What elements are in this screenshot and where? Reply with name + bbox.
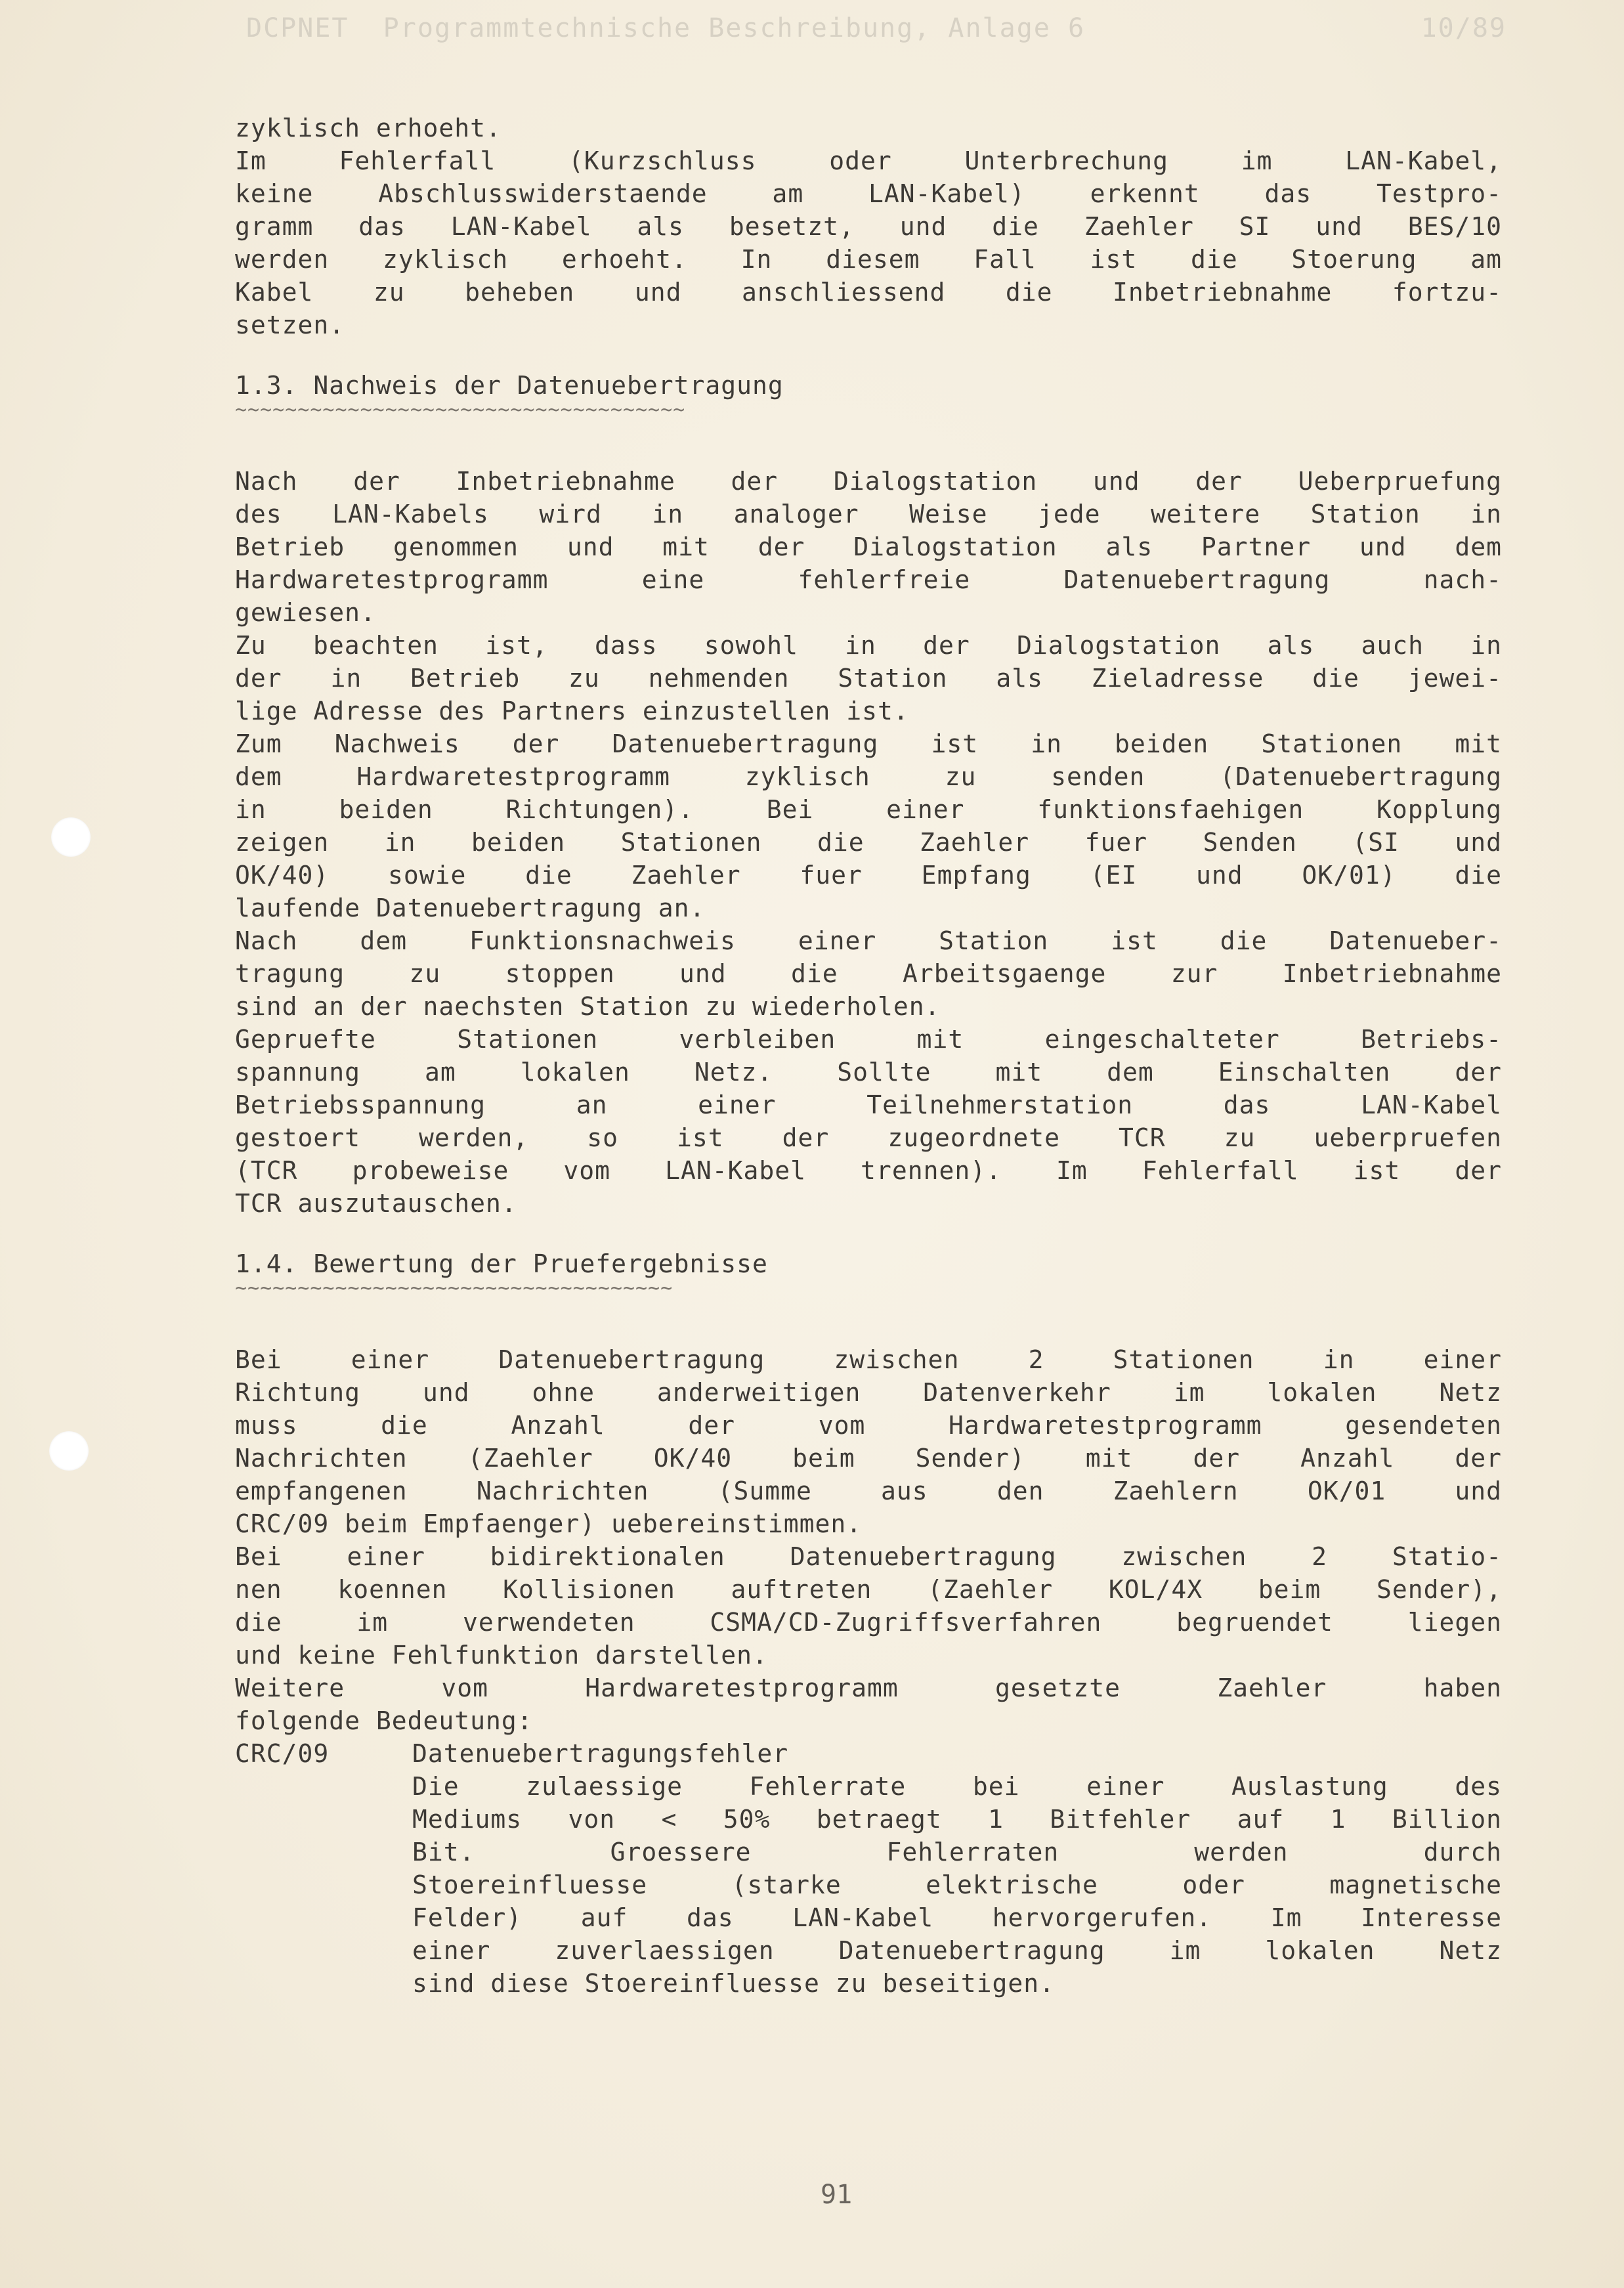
text-line: Weitere vom Hardwaretestprogramm gesetzte Zaehler haben bbox=[235, 1673, 1502, 1702]
text-line: gewiesen. bbox=[235, 598, 376, 627]
text-line: Datenuebertragungsfehler bbox=[412, 1739, 789, 1768]
text-line: CRC/09 beim Empfaenger) uebereinstimmen. bbox=[235, 1509, 863, 1538]
text-line: (TCR probeweise vom LAN-Kabel trennen). Im Fehlerfall ist der bbox=[235, 1156, 1502, 1185]
section-1-4-body bbox=[235, 1343, 1502, 2000]
text-line: Die zulaessige Fehlerrate bei einer Auslastung des bbox=[412, 1772, 1502, 1801]
intro-paragraph bbox=[235, 112, 1502, 341]
text-line: die im verwendeten CSMA/CD-Zugriffsverfahren begruendet liegen bbox=[235, 1608, 1502, 1637]
text-line: gramm das LAN-Kabel als besetzt, und die Zaehler SI und BES/10 bbox=[235, 212, 1502, 241]
text-line: Im Fehlerfall (Kurzschluss oder Unterbrechung im LAN-Kabel, bbox=[235, 146, 1502, 175]
text-line: TCR auszutauschen. bbox=[235, 1189, 517, 1218]
text-line: Zum Nachweis der Datenuebertragung ist in beiden Stationen mit bbox=[235, 729, 1502, 758]
heading-underline: ~~~~~~~~~~~~~~~~~~~~~~~~~~~~~~~~~~~ bbox=[235, 1280, 673, 1297]
header-title: DCPNET Programmtechnische Beschreibung, Anlage 6 bbox=[246, 13, 1086, 43]
text-line: Gepruefte Stationen verbleiben mit eingeschalteter Betriebs- bbox=[235, 1025, 1502, 1054]
text-line: spannung am lokalen Netz. Sollte mit dem Einschalten der bbox=[235, 1058, 1502, 1087]
punch-hole-lower bbox=[49, 1431, 89, 1471]
text-line: des LAN-Kabels wird in analoger Weise jede weitere Station in bbox=[235, 500, 1502, 529]
text-line: zeigen in beiden Stationen die Zaehler fuer Senden (SI und bbox=[235, 828, 1502, 857]
page-number: 91 bbox=[821, 2180, 853, 2210]
section-heading-1-3: 1.3. Nachweis der Datenuebertragung bbox=[235, 371, 784, 400]
text-line: Betrieb genommen und mit der Dialogstation als Partner und dem bbox=[235, 532, 1502, 561]
text-line: OK/40) sowie die Zaehler fuer Empfang (EI und OK/01) die bbox=[235, 861, 1502, 890]
document-body bbox=[235, 112, 1502, 2000]
section-1-3-body bbox=[235, 465, 1502, 1220]
text-line: Mediums von < 50% betraegt 1 Bitfehler auf 1 Billion bbox=[412, 1805, 1502, 1834]
text-line: Hardwaretestprogramm eine fehlerfreie Datenuebertragung nach- bbox=[235, 565, 1502, 594]
punch-hole-upper bbox=[51, 817, 91, 857]
text-line: Stoereinfluesse (starke elektrische oder magnetische bbox=[412, 1870, 1502, 1899]
text-line: und keine Fehlfunktion darstellen. bbox=[235, 1641, 768, 1670]
text-line: laufende Datenuebertragung an. bbox=[235, 894, 706, 922]
header-date: 10/89 bbox=[1421, 13, 1506, 43]
text-line: sind diese Stoereinfluesse zu beseitigen. bbox=[412, 1969, 1055, 1998]
counter-definition-crc09 bbox=[235, 1737, 1502, 2000]
text-line: empfangenen Nachrichten (Summe aus den Zaehlern OK/01 und bbox=[235, 1477, 1502, 1505]
counter-description bbox=[412, 1737, 1502, 2000]
text-line: werden zyklisch erhoeht. In diesem Fall ist die Stoerung am bbox=[235, 245, 1502, 274]
text-line: dem Hardwaretestprogramm zyklisch zu senden (Datenuebertragung bbox=[235, 762, 1502, 791]
text-line: Bit. Groessere Fehlerraten werden durch bbox=[412, 1838, 1502, 1867]
text-line: der in Betrieb zu nehmenden Station als Zieladresse die jewei- bbox=[235, 664, 1502, 693]
text-line: gestoert werden, so ist der zugeordnete TCR zu ueberpruefen bbox=[235, 1123, 1502, 1152]
text-line: Nach dem Funktionsnachweis einer Station ist die Datenueber- bbox=[235, 926, 1502, 955]
text-line: tragung zu stoppen und die Arbeitsgaenge zur Inbetriebnahme bbox=[235, 959, 1502, 988]
text-line: Kabel zu beheben und anschliessend die Inbetriebnahme fortzu- bbox=[235, 278, 1502, 307]
text-line: Zu beachten ist, dass sowohl in der Dialogstation als auch in bbox=[235, 631, 1502, 660]
page-header bbox=[246, 13, 1506, 43]
text-line: lige Adresse des Partners einzustellen ist. bbox=[235, 697, 909, 725]
text-line: Richtung und ohne anderweitigen Datenverkehr im lokalen Netz bbox=[235, 1378, 1502, 1407]
text-line: Bei einer Datenuebertragung zwischen 2 Stationen in einer bbox=[235, 1345, 1502, 1374]
heading-underline: ~~~~~~~~~~~~~~~~~~~~~~~~~~~~~~~~~~~~ bbox=[235, 402, 686, 419]
text-line: zyklisch erhoeht. bbox=[235, 114, 502, 142]
text-line: setzen. bbox=[235, 311, 345, 339]
text-line: Felder) auf das LAN-Kabel hervorgerufen. Im Interesse bbox=[412, 1903, 1502, 1932]
text-line: keine Abschlusswiderstaende am LAN-Kabel) erkennt das Testpro- bbox=[235, 179, 1502, 208]
section-heading-1-4: 1.4. Bewertung der Pruefergebnisse bbox=[235, 1249, 768, 1278]
text-line: folgende Bedeutung: bbox=[235, 1706, 533, 1735]
text-line: muss die Anzahl der vom Hardwaretestprogramm gesendeten bbox=[235, 1411, 1502, 1440]
text-line: sind an der naechsten Station zu wiederholen. bbox=[235, 992, 941, 1021]
text-line: nen koennen Kollisionen auftreten (Zaehler KOL/4X beim Sender), bbox=[235, 1575, 1502, 1604]
text-line: einer zuverlaessigen Datenuebertragung im lokalen Netz bbox=[412, 1936, 1502, 1965]
text-line: Nachrichten (Zaehler OK/40 beim Sender) mit der Anzahl der bbox=[235, 1444, 1502, 1473]
text-line: Nach der Inbetriebnahme der Dialogstation und der Ueberpruefung bbox=[235, 467, 1502, 496]
text-line: Bei einer bidirektionalen Datenuebertragung zwischen 2 Statio- bbox=[235, 1542, 1502, 1571]
text-line: in beiden Richtungen). Bei einer funktionsfaehigen Kopplung bbox=[235, 795, 1502, 824]
text-line: Betriebsspannung an einer Teilnehmerstation das LAN-Kabel bbox=[235, 1090, 1502, 1119]
counter-label: CRC/09 bbox=[235, 1739, 330, 1768]
